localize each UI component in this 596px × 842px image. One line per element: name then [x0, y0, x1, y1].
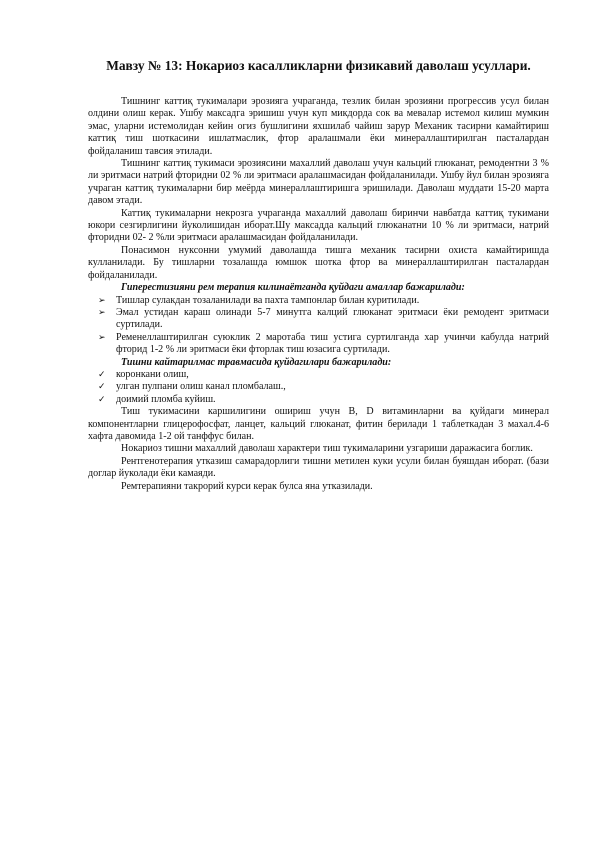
paragraph-erosion-prevention: Тишнинг каттиқ тукималари эрозияга учраганда, тезлик билан эрозияни прогрессив усул билан олдини олиш керак. Ушбу максадга эришиш учун куп микдорда сок ва мевалар истемол килиш мумкин эмас, уларни истемолидан кейин огиз бушлигини яхшилаб чайиш зарур Механик тасирни камайтириш каттиқ тиш шоткасини ишлатмаслик, фтор аралашмали ёки минераллаштирилган пасталардан фойдаланиш тавсия этилади. [88, 96, 549, 157]
list-item: ➢ Тишлар сулакдан тозаланилади ва пахта тампонлар билан куритилади. [98, 294, 420, 306]
section-heading-trauma: Тишни кайтарилмас травмасида қуйдагилари бажарилади: [121, 356, 392, 368]
check-bullet-icon: ✓ [98, 382, 106, 393]
document-title: Мавзу № 13: Нокариоз касалликларни физикавий даволаш усуллари. [106, 58, 531, 73]
hyperesthesia-steps-list [88, 295, 549, 357]
list-item: ✓ коронкани олиш, [98, 368, 189, 380]
list-item: ➢ Ременеллаштирилган суюклик 2 маротаба тиш устига суртилганда хар учинчи кабулда натрий фторид 1-2 % ли эритмаси ёки фторлак тиш юзасига суртилади. [98, 331, 549, 356]
paragraph-local-treatment: Нокариоз тишни махаллий даволаш характери тиш тукималарини узгариши даражасига боглик. [121, 443, 533, 455]
arrow-bullet-icon: ➢ [98, 332, 106, 343]
check-bullet-icon: ✓ [98, 394, 106, 405]
paragraph-vitamins: Тиш тукимасини каршилигини ошириш учун В, D витаминларни ва қуйдаги минерал компонентларни глицерофосфат, ланцет, кальций глюканат, фитин берилади 1 таблеткадан 3 махал.4-6 хафта давомида 1-2 ой танффус билан. [88, 406, 549, 442]
arrow-bullet-icon: ➢ [98, 295, 106, 306]
list-item: ➢ Эмал устидан караш олинади 5-7 минутга калций глюканат эритмаси ёки ремодент эритмаси суртилади. [98, 306, 549, 331]
paragraph-necrosis-treatment: Каттиқ тукималарни некрозга учраганда махаллий даволаш биринчи навбатда каттиқ тукимани юкори сезгирлигини йуколишидан иборат.Шу максадда кальций глюканатни 10 % ли эритмаси, натрий фторидни 02- 2 %ли эритмаси аралашмасидан фойдаланилади. [88, 207, 549, 244]
paragraph-wedge-defect: Понасимон нуксонни умумий даволашда тишга механик тасирни охиста камайтиришда кулланилади. Бу тишларни тозалашда юмшок шотка фтор ва минераллаштирилган пасталардан фойдаланилади. [88, 244, 549, 281]
arrow-bullet-icon: ➢ [98, 307, 106, 318]
paragraph-erosion-treatment: Тишнинг каттиқ тукимаси эрозиясини махаллий даволаш учун кальций глюканат, ремодентни 3 % ли эритмаси натрий фторидни 02 % ли эритмаси аралашмасидан фойдаланилади. Ушбу йул билан эрозияга учраган каттиқ тукималарни бир меёрда минераллаштиришга эришилади. Даволаш муддати 15-20 марта давом этади. [88, 158, 549, 207]
check-bullet-icon: ✓ [98, 369, 106, 380]
trauma-steps-list [88, 369, 549, 406]
list-item: ✓ улган пулпани олиш канал пломбалаш., [98, 381, 286, 393]
paragraph-remtherapy: Ремтерапияни такрорий курси керак булса яна утказилади. [121, 480, 373, 492]
paragraph-radiotherapy: Рентгенотерапия утказиш самарадорлиги тишни метилен куки усули билан буяшдан иборат. (бази доглар йуколади ёки камаяди. [88, 455, 549, 480]
list-item: ✓ доимий пломба куйиш. [98, 393, 216, 405]
section-heading-hyperesthesia: Гиперестизияни рем терапия килинаётганда қуйдаги амаллар бажарилади: [121, 282, 465, 294]
